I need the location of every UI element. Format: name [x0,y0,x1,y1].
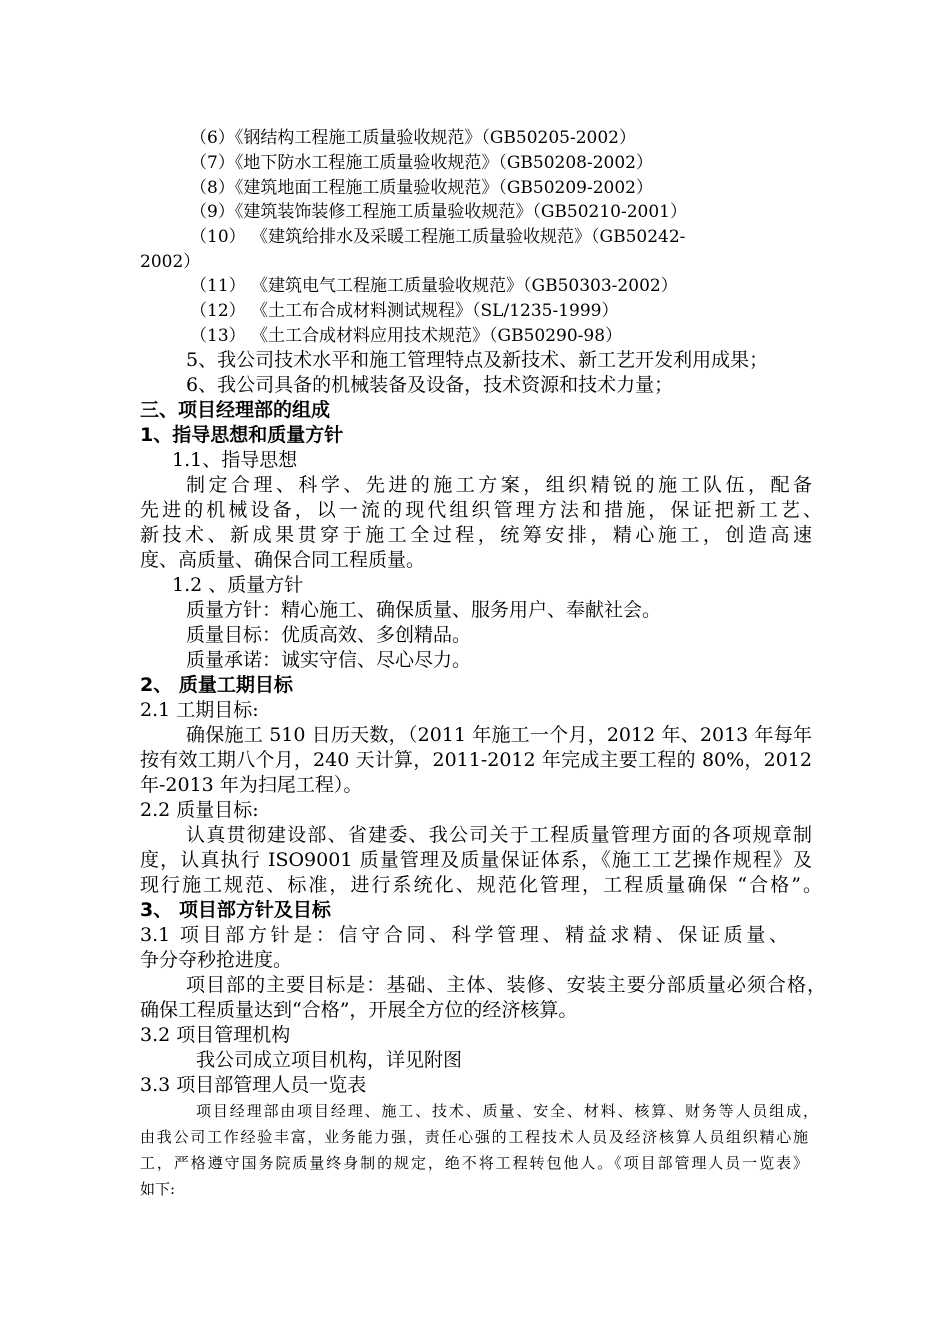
paragraph-line: 先进的机械设备，以一流的现代组织管理方法和措施，保证把新工艺、 [140,499,822,521]
paragraph-line: 制定合理、科学、先进的施工方案，组织精锐的施工队伍，配备 [186,474,812,496]
paragraph-line: 如下: [140,1180,176,1198]
subsection-title: 2.1 工期目标: [140,699,259,721]
subsection-heading: 3、 项目部方针及目标 [140,899,331,921]
paragraph-line: 新技术、新成果贯穿于施工全过程，统筹安排，精心施工，创造高速 [140,524,812,546]
paragraph-line: 现行施工规范、标准，进行系统化、规范化管理，工程质量确保 “合格”。 [140,874,822,896]
subsection-heading: 2、 质量工期目标 [140,674,293,696]
paragraph-line: 确保工程质量达到“合格”，开展全方位的经济核算。 [140,999,578,1021]
paragraph-line: 度、高质量、确保合同工程质量。 [140,549,426,571]
subsection-title: 3.3 项目部管理人员一览表 [140,1074,367,1096]
reference-item: （7）《地下防水工程施工质量验收规范》（GB50208-2002） [190,153,653,173]
paragraph-line: 认真贯彻建设部、省建委、我公司关于工程质量管理方面的各项规章制 [186,824,812,846]
subsection-heading: 1、指导思想和质量方针 [140,424,344,446]
paragraph-line: 度，认真执行 ISO9001 质量管理及质量保证体系，《施工工艺操作规程》及 [140,849,812,871]
paragraph-line: 确保施工 510 日历天数，（2011 年施工一个月，2012 年、2013 年每年 [186,724,812,746]
subsection-title: 2.2 质量目标: [140,799,259,821]
paragraph-line: 年-2013 年为扫尾工程）。 [140,774,363,796]
policy-line: 质量方针：精心施工、确保质量、服务用户、奉献社会。 [186,599,662,621]
subsection-title: 1.2 、质量方针 [172,574,304,596]
subsection-title: 1.1、指导思想 [172,449,298,471]
paragraph-line: 由我公司工作经验丰富，业务能力强，责任心强的工程技术人员及经济核算人员组织精心施 [140,1128,808,1146]
policy-line: 质量承诺：诚实守信、尽心尽力。 [186,649,472,671]
paragraph-line: 项目部的主要目标是：基础、主体、装修、安装主要分部质量必须合格， [186,974,826,996]
paragraph-line: 工，严格遵守国务院质量终身制的规定，绝不将工程转包他人。《项目部管理人员一览表》 [140,1154,808,1172]
reference-item: （6）《钢结构工程施工质量验收规范》（GB50205-2002） [190,128,636,148]
reference-item: （11） 《建筑电气工程施工质量验收规范》（GB50303-2002） [190,276,678,296]
paragraph-line: 3.1 项目部方针是：信守合同、科学管理、精益求精、保证质量、 [140,924,788,946]
reference-item: （8）《建筑地面工程施工质量验收规范》（GB50209-2002） [190,178,653,198]
paragraph-line: 按有效工期八个月，240 天计算，2011-2012 年完成主要工程的 80%，2012 [140,749,812,771]
basis-item: 5、我公司技术水平和施工管理特点及新技术、新工艺开发利用成果； [186,349,769,371]
paragraph-line: 项目经理部由项目经理、施工、技术、质量、安全、材料、核算、财务等人员组成， [196,1102,818,1120]
subsection-title: 3.2 项目管理机构 [140,1024,291,1046]
paragraph-line: 我公司成立项目机构，详见附图 [196,1049,463,1071]
paragraph-line: 争分夺秒抢进度。 [140,949,293,971]
reference-item: （9）《建筑装饰装修工程施工质量验收规范》（GB50210-2001） [190,202,687,222]
reference-item: （10） 《建筑给排水及采暖工程施工质量验收规范》（GB50242- [190,227,686,247]
policy-line: 质量目标：优质高效、多创精品。 [186,624,472,646]
reference-item-continued: 2002） [140,252,201,272]
reference-item: （13） 《土工合成材料应用技术规范》（GB50290-98） [190,326,623,346]
basis-item: 6、我公司具备的机械装备及设备，技术资源和技术力量； [186,374,674,396]
reference-item: （12） 《土工布合成材料测试规程》（SL/1235-1999） [190,301,619,321]
section-heading: 三、项目经理部的组成 [140,399,331,421]
